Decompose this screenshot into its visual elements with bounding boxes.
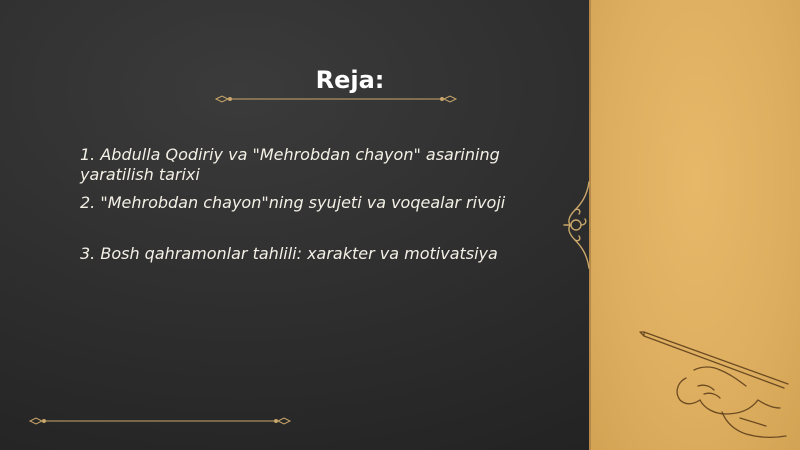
slide-title: Reja:: [315, 66, 385, 94]
title-divider-ornament: [214, 94, 458, 104]
bottom-divider-ornament: [28, 416, 292, 426]
decorative-panel: [589, 0, 800, 450]
agenda-item: 3. Bosh qahramonlar tahlili: xarakter va motivatsiya: [80, 244, 498, 263]
hand-writing-with-pen-icon: [638, 322, 798, 442]
agenda-item: 2. "Mehrobdan chayon"ning syujeti va voqealar rivoji: [80, 193, 506, 212]
scroll-ornament-icon: [560, 180, 596, 270]
agenda-item: 1. Abdulla Qodiriy va "Mehrobdan chayon" asarining yaratilish tarixi: [80, 145, 500, 184]
